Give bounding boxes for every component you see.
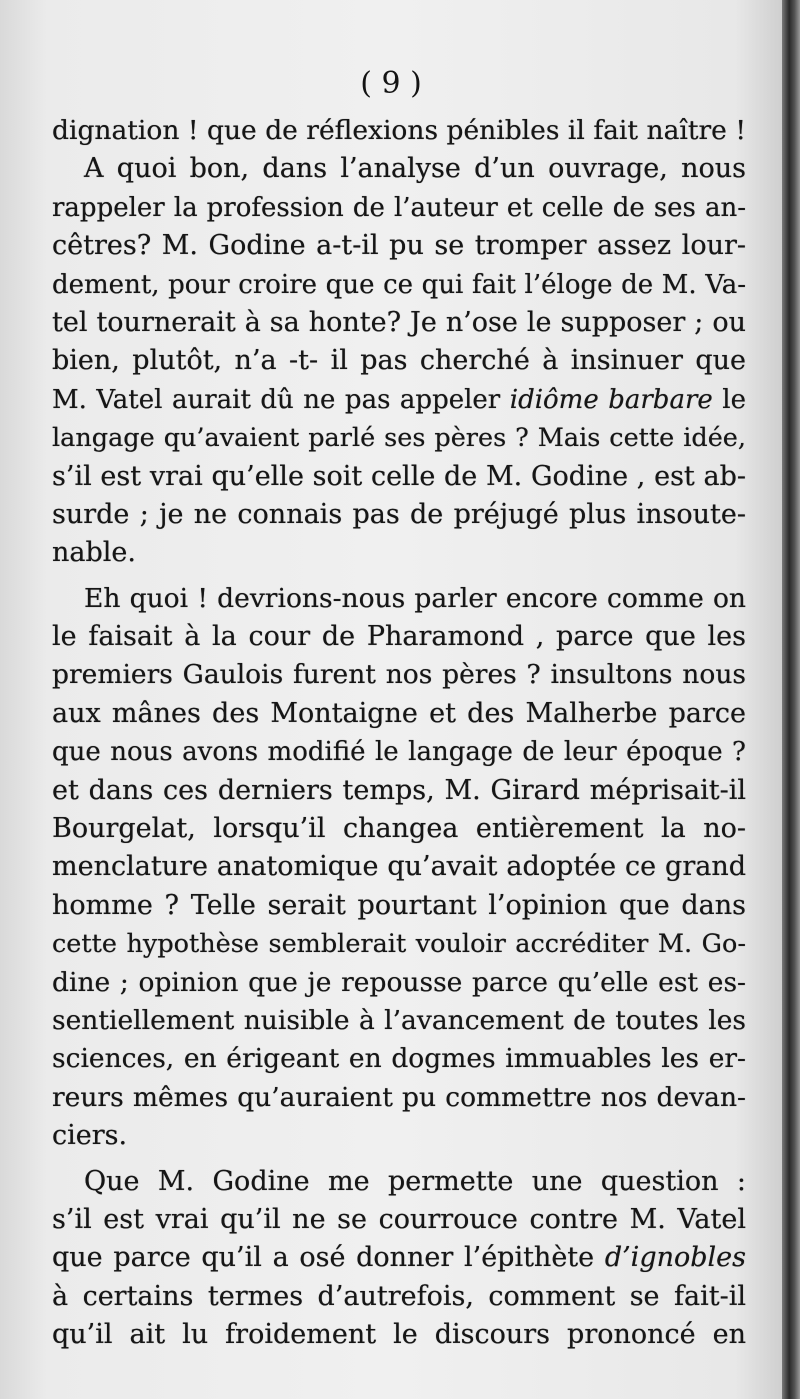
text-line: le faisait à la cour de Pharamond , parce que les: [52, 621, 746, 653]
page-edge: [782, 0, 800, 1399]
text-line: Bourgelat, lorsqu’il changea entièrement la no-: [52, 813, 746, 845]
text-line: sciences, en érigeant en dogmes immuables les er-: [52, 1043, 746, 1075]
text-line: homme ? Telle serait pourtant l’opinion que dans: [52, 889, 746, 921]
text-line: cette hypothèse semblerait vouloir accréditer M. Go-: [52, 929, 746, 960]
text-line: rappeler la profession de l’auteur et celle de ses an-: [52, 192, 746, 223]
text-line: langage qu’avaient parlé ses pères ? Mais cette idée,: [52, 423, 746, 454]
text-line: ciers.: [52, 1120, 128, 1152]
text-line: A quoi bon, dans l’analyse d’un ouvrage, nous: [84, 153, 746, 185]
text-line: sentiellement nuisible à l’avancement de toutes les: [52, 1004, 746, 1036]
text-line: qu’il ait lu froidement le discours prononcé en: [52, 1319, 746, 1351]
page-number: ( 9 ): [360, 66, 422, 101]
text-line: tel tournerait à sa honte? Je n’ose le supposer ; ou: [52, 306, 746, 338]
body-text: [52, 112, 746, 1355]
text-line: Eh quoi ! devrions-nous parler encore comme on: [84, 582, 746, 614]
text-line: reurs mêmes qu’auraient pu commettre nos devan-: [52, 1081, 746, 1113]
text-line: menclature anatomique qu’avait adoptée ce grand: [52, 851, 746, 883]
text-line: Que M. Godine me permette une question :: [84, 1165, 746, 1197]
text-line: surde ; je ne connais pas de préjugé plus insoute-: [52, 498, 746, 530]
text-line: et dans ces derniers temps, M. Girard méprisait-il: [52, 774, 746, 806]
text-line: nable.: [52, 537, 136, 569]
text-line: cêtres? M. Godine a-t-il pu se tromper assez lour-: [52, 230, 746, 262]
text-line: s’il est vrai qu’il ne se courrouce contre M. Vatel: [52, 1203, 746, 1235]
text-line: s’il est vrai qu’elle soit celle de M. Godine , est ab-: [52, 460, 746, 492]
text-line: premiers Gaulois furent nos pères ? insultons nous: [52, 659, 746, 691]
italic-phrase: d’ignobles: [604, 1242, 746, 1274]
text-line: que parce qu’il a osé donner l’épithète d’ignobles: [52, 1242, 746, 1274]
text-line: aux mânes des Montaigne et des Malherbe parce: [52, 697, 746, 729]
text-line: M. Vatel aurait dû ne pas appeler idiôme barbare le: [52, 384, 746, 415]
text-line: que nous avons modifié le langage de leur époque ?: [52, 737, 746, 768]
italic-phrase: idiôme barbare: [509, 384, 713, 415]
text-line: dine ; opinion que je repousse parce qu’elle est es-: [52, 966, 746, 998]
text-line: à certains termes d’autrefois, comment se fait-il: [52, 1280, 746, 1312]
text-line: dignation ! que de réflexions pénibles il fait naître !: [52, 115, 746, 146]
text-line: dement, pour croire que ce qui fait l’éloge de M. Va-: [52, 269, 746, 300]
text-line: bien, plutôt, n’a -t- il pas cherché à insinuer que: [52, 345, 746, 377]
